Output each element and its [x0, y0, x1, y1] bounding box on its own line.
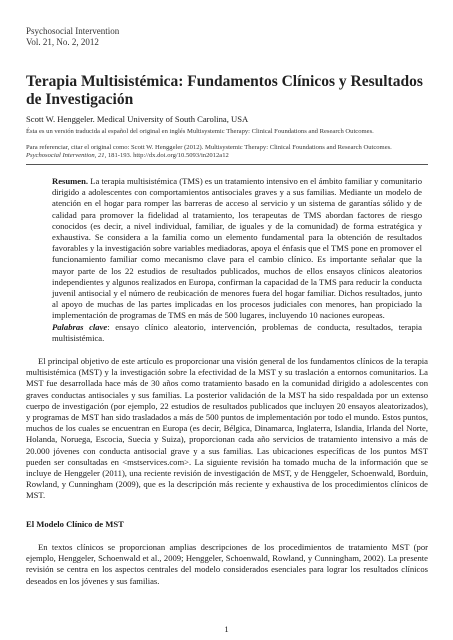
abstract-body [52, 176, 422, 322]
article-title: Terapia Multisistémica: Fundamentos Clínicos y Resultados de Investigación [26, 73, 423, 108]
abstract-label: Resumen. [52, 176, 89, 186]
body-paragraph-2: En textos clínicos se proporcionan amplias descripciones de los procedimientos de tratamiento MST (por ejemplo, Henggeler, Schoenwald et al., 2009; Henggeler, Schoenwald, Rowland, y Cunningham, 2002). La presente revisión se centra en los aspectos centrales del modelo considerados esenciales para lograr los resultados clínicos deseados en los jóvenes y sus familias. [26, 541, 428, 586]
citation [26, 144, 428, 160]
journal-name: Psychosocial Intervention [26, 26, 120, 36]
section-heading: El Modelo Clínico de MST [26, 518, 124, 529]
journal-volume: Vol. 21, No. 2, 2012 [26, 37, 99, 47]
citation-journal: Psychosocial Intervention, 21 [26, 152, 105, 159]
abstract [52, 176, 422, 344]
translation-note: Ésta es un versión traducida al español del original en inglés Multisystemic Therapy: Clinical Foundations and Research Outcomes. [26, 128, 374, 135]
article-author: Scott W. Henggeler. Medical University of South Carolina, USA [26, 114, 249, 124]
citation-tail: , 181-193. http://dx.doi.org/10.5093/in2012a12 [104, 152, 229, 159]
citation-lead: Para referenciar, citar el original como: Scott W. Henggeler (2012). Multisystemic Therapy: Clinical Foundations and Research Outcomes. [26, 144, 392, 151]
abstract-text: La terapia multisistémica (TMS) es un tratamiento intensivo en el ámbito familiar y comunitario dirigido a adolescentes con comportamientos antisociales graves y a sus familias. Mediante un modelo de atención en el hogar para romper las barreras de acceso al servicio y un sistema de garantías sólido y de calidad para promover la fidelidad al tratamiento, los terapeutas de TMS abordan factores de riesgo conocidos (es decir, a nivel individual, familiar, de iguales y de la comunidad) de forma estratégica y exhaustiva. Se considera a la familia como un elemento fundamental para la obtención de resultados favorables y la investigación sobre variables mediadoras, apoya el énfasis que el TMS pone en promover el funcionamiento familiar como mecanismo clave para el cambio clínico. Es importante señalar que la mayor parte de los 22 estudios de resultados publicados, muchos de ellos ensayos clínicos aleatorios independientes y algunos realizados en Europa, confirman la capacidad de la TMS para reducir la conducta juvenil antisocial y el número de reubicación de menores fuera del hogar familiar. Dichos resultados, junto al apoyo de muchas de las partes implicadas en los procesos judiciales con menores, han propiciado la implementación de programas de TMS en más de 500 lugares, incluyendo 10 naciones europeas. [52, 176, 422, 321]
journal-header [26, 26, 428, 48]
keywords [52, 322, 422, 344]
header-rule [26, 164, 428, 165]
page-number: 1 [224, 624, 229, 634]
article-page [26, 26, 428, 587]
keywords-label: Palabras clave [52, 321, 108, 332]
article-body [26, 356, 428, 587]
keywords-text: : ensayo clínico aleatorio, intervención, problemas de conducta, resultados, terapia multisistémica. [52, 321, 422, 343]
body-paragraph-1: El principal objetivo de este artículo es proporcionar una visión general de los fundamentos clínicos de la terapia multisistémica (MST) y la investigación sobre la efectividad de la MST y su traslación a entornos comunitarios. La MST fue desarrollada hace más de 30 años como tratamiento basado en la comunidad dirigido a adolescentes con graves conductas antisociales y sus familias. La posterior validación de la MST ha sido respaldada por un extenso cuerpo de investigación (por ejemplo, 22 estudios de resultados publicados que incluyen 20 ensayos aleatorizados), y programas de MST han sido trasladados a más de 500 puntos de implementación por todo el mundo. Estos puntos, muchos de los cuales se encuentran en Europa (es decir, Bélgica, Dinamarca, Inglaterra, Islandia, Irlanda del Norte, Holanda, Noruega, Escocia, Suecia y Suiza), proporcionan cada año servicios de tratamiento intensivo a más de 20.000 jóvenes con conducta antisocial grave y a sus familias. Las ubicaciones específicas de los puntos MST pueden ser consultadas en <mstservices.com>. La siguiente revisión ha tomado mucha de la información que se incluye de Henggeler (2011), una reciente revisión de investigación de MST, y de Henggeler, Schoenwald, Borduin, Rowland, y Cunningham (2009), que es la descripción más reciente y exhaustiva de los procedimientos clínicos de MST. [26, 356, 428, 501]
